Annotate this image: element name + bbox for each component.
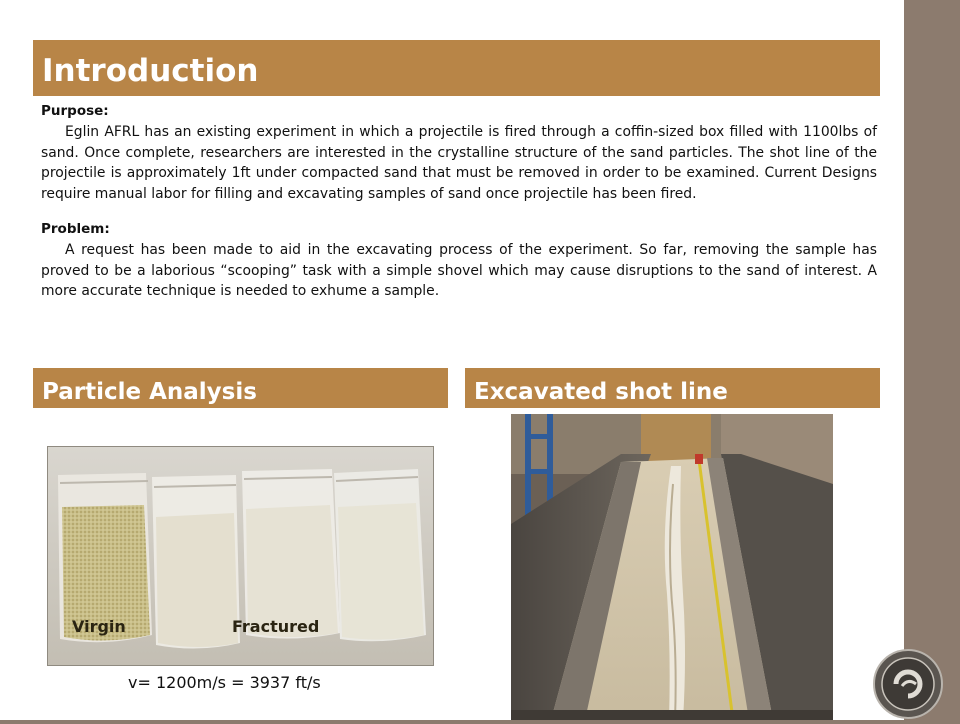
- sand-bags-photo: [47, 446, 434, 666]
- problem-heading: Problem:: [41, 220, 110, 237]
- fractured-label: Fractured: [232, 617, 320, 636]
- title-banner: [33, 40, 880, 96]
- particle-analysis-banner: [33, 368, 448, 408]
- velocity-caption: v= 1200m/s = 3937 ft/s: [128, 673, 321, 692]
- purpose-paragraph: Eglin AFRL has an existing experiment in which a projectile is fired through a coffin-sized box filled with 1100lbs of sand. Once complete, researchers are interested in the crystalline structure of the sand particles. The shot line of the projectile is approximately 1ft under compacted sand that must be removed in order to be examined. Current Designs require manual labor for filling and excavating samples of sand once projectile has been fired.: [41, 123, 877, 203]
- problem-paragraph: A request has been made to aid in the excavating process of the experiment. So far, removing the sample has proved to be a laborious “scooping” task with a simple shovel which may cause disruptions to the sand of interest. A more accurate technique is needed to exhume a sample.: [41, 241, 877, 300]
- excavated-shot-line-photo: [511, 414, 833, 720]
- purpose-heading: Purpose:: [41, 103, 109, 119]
- particle-analysis-heading: Particle Analysis: [42, 379, 257, 405]
- page-title: Introduction: [42, 53, 259, 89]
- excavated-trough-illustration: [511, 414, 833, 720]
- excavated-heading: Excavated shot line: [474, 379, 728, 405]
- intro-text: [41, 101, 877, 302]
- virgin-label: Virgin: [72, 617, 126, 636]
- college-seal-icon: [872, 648, 944, 720]
- excavated-banner: [465, 368, 880, 408]
- college-of-engineering-logo: [872, 648, 944, 720]
